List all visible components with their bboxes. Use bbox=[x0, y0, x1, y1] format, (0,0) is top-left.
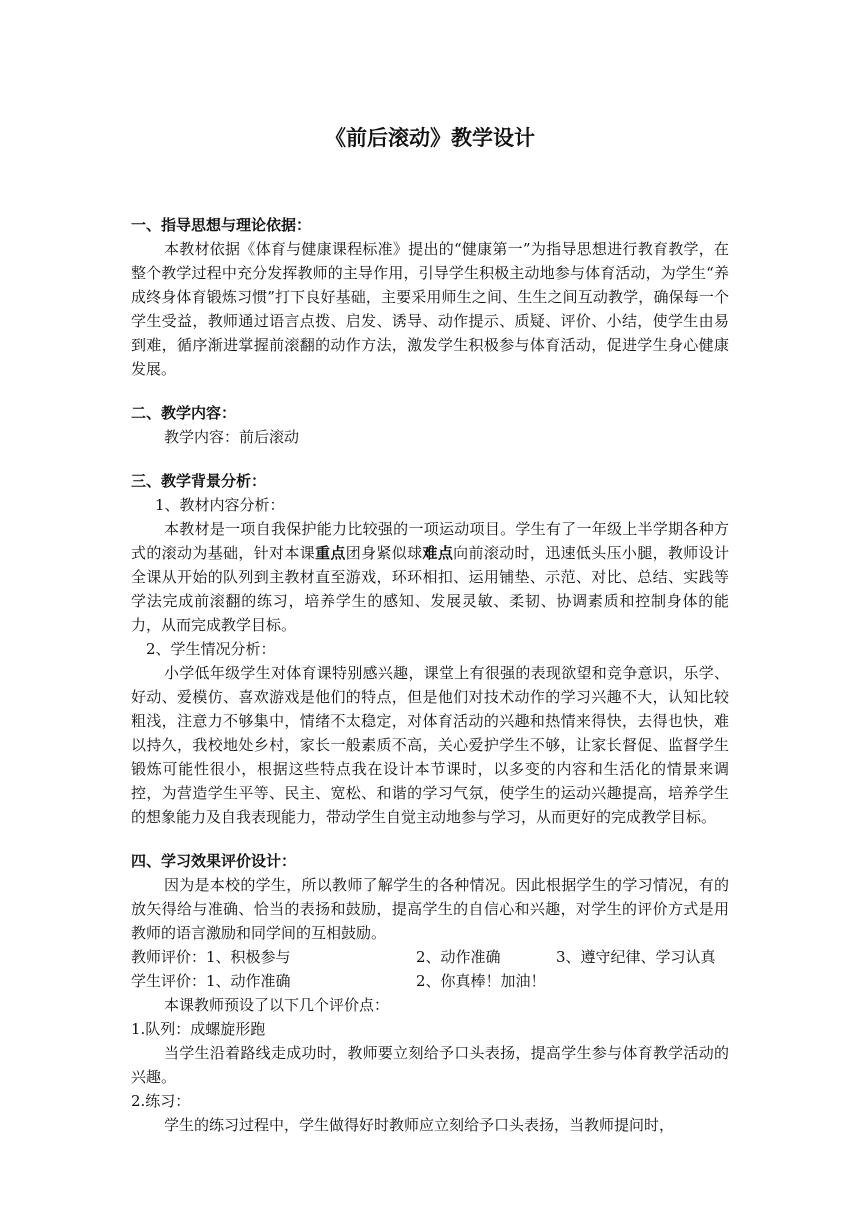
spacer bbox=[131, 829, 729, 849]
teacher-evaluation-item: 2、动作准确 bbox=[416, 948, 501, 966]
teacher-evaluation-line bbox=[131, 945, 729, 969]
material-analysis-paragraph bbox=[131, 517, 729, 637]
point-2-text: 学生的练习过程中，学生做得好时教师应立刻给予口头表扬，当教师提问时， bbox=[164, 1116, 675, 1134]
section-4-paragraph: 因为是本校的学生，所以教师了解学生的各种情况。因此根据学生的学习情况，有的放矢得给与准确、恰当的表扬和鼓励，提高学生的自信心和兴趣，对学生的评价方式是用教师的语言激励和同学间的互相鼓励。 bbox=[131, 876, 729, 942]
point-1-label: 1.队列：成螺旋形跑 bbox=[131, 1020, 266, 1038]
key-point-label: 重点 bbox=[315, 544, 346, 562]
teacher-evaluation-label: 教师评价： bbox=[131, 948, 207, 966]
document-title: 《前后滚动》教学设计 bbox=[325, 125, 535, 150]
section-1-heading: 一、指导思想与理论依据： bbox=[131, 216, 312, 234]
section-2-heading: 二、教学内容： bbox=[131, 404, 237, 422]
section-3-heading: 三、教学背景分析： bbox=[131, 472, 267, 490]
student-analysis-label: 2、学生情况分析： bbox=[146, 640, 276, 658]
point-1-text: 当学生沿着路线走成功时，教师要立刻给予口头表扬，提高学生参与体育教学活动的兴趣。 bbox=[131, 1044, 729, 1086]
material-analysis-label: 1、教材内容分析： bbox=[155, 496, 285, 514]
student-evaluation-item: 2、你真棒！加油！ bbox=[416, 972, 546, 990]
material-analysis-text-b: 团身紧似球 bbox=[345, 544, 423, 562]
student-evaluation-line bbox=[131, 969, 729, 993]
material-analysis-text-a: 本教材是一项自我保护能力比较强的一项运动项目。学生有了一年级上半学期各种方式的滚动为基础，针对本课 bbox=[131, 520, 729, 562]
student-evaluation-label: 学生评价： bbox=[131, 972, 207, 990]
student-evaluation-item: 1、动作准确 bbox=[206, 972, 291, 990]
material-analysis-text-c: 向前滚动时，迅速低头压小腿，教师设计全课从开始的队列到主教材直至游戏，环环相扣、运用铺垫、示范、对比、总结、实践等学法完成前滚翻的练习，培养学生的感知、发展灵敏、柔韧、协调素质和控制身体的能力，从而完成教学目标。 bbox=[131, 544, 729, 634]
point-2-label: 2.练习： bbox=[131, 1092, 191, 1110]
difficulty-label: 难点 bbox=[422, 544, 454, 562]
document-body bbox=[131, 213, 729, 1137]
student-analysis-paragraph: 小学低年级学生对体育课特别感兴趣，课堂上有很强的表现欲望和竞争意识，乐学、好动、爱模仿、喜欢游戏是他们的特点，但是他们对技术动作的学习兴趣不大，认知比较粗浅，注意力不够集中，情绪不太稳定，对体育活动的兴趣和热情来得快，去得也快，难以持久，我校地处乡村，家长一般素质不高，关心爱护学生不够，让家长督促、监督学生锻炼可能性很小，根据这些特点我在设计本节课时，以多变的内容和生活化的情景来调控，为营造学生平等、民主、宽松、和谐的学习气氛，使学生的运动兴趣提高，培养学生的想象能力及自我表现能力，带动学生自觉主动地参与学习，从而更好的完成教学目标。 bbox=[131, 664, 729, 826]
teacher-evaluation-item: 3、遵守纪律、学习认真 bbox=[556, 948, 716, 966]
section-2-content-line: 教学内容：前后滚动 bbox=[164, 428, 300, 446]
section-4-heading: 四、学习效果评价设计： bbox=[131, 852, 297, 870]
spacer bbox=[131, 381, 729, 401]
teacher-evaluation-item: 1、积极参与 bbox=[206, 948, 291, 966]
spacer bbox=[131, 449, 729, 469]
section-1-paragraph: 本教材依据《体育与健康课程标准》提出的“健康第一”为指导思想进行教育教学，在整个教学过程中充分发挥教师的主导作用，引导学生积极主动地参与体育活动，为学生“养成终身体育锻炼习惯”打下良好基础，主要采用师生之间、生生之间互动教学，确保每一个学生受益，教师通过语言点拨、启发、诱导、动作提示、质疑、评价、小结，使学生由易到难，循序渐进掌握前滚翻的动作方法，激发学生积极参与体育活动，促进学生身心健康发展。 bbox=[131, 240, 729, 378]
preset-points-line: 本课教师预设了以下几个评价点： bbox=[164, 996, 390, 1014]
